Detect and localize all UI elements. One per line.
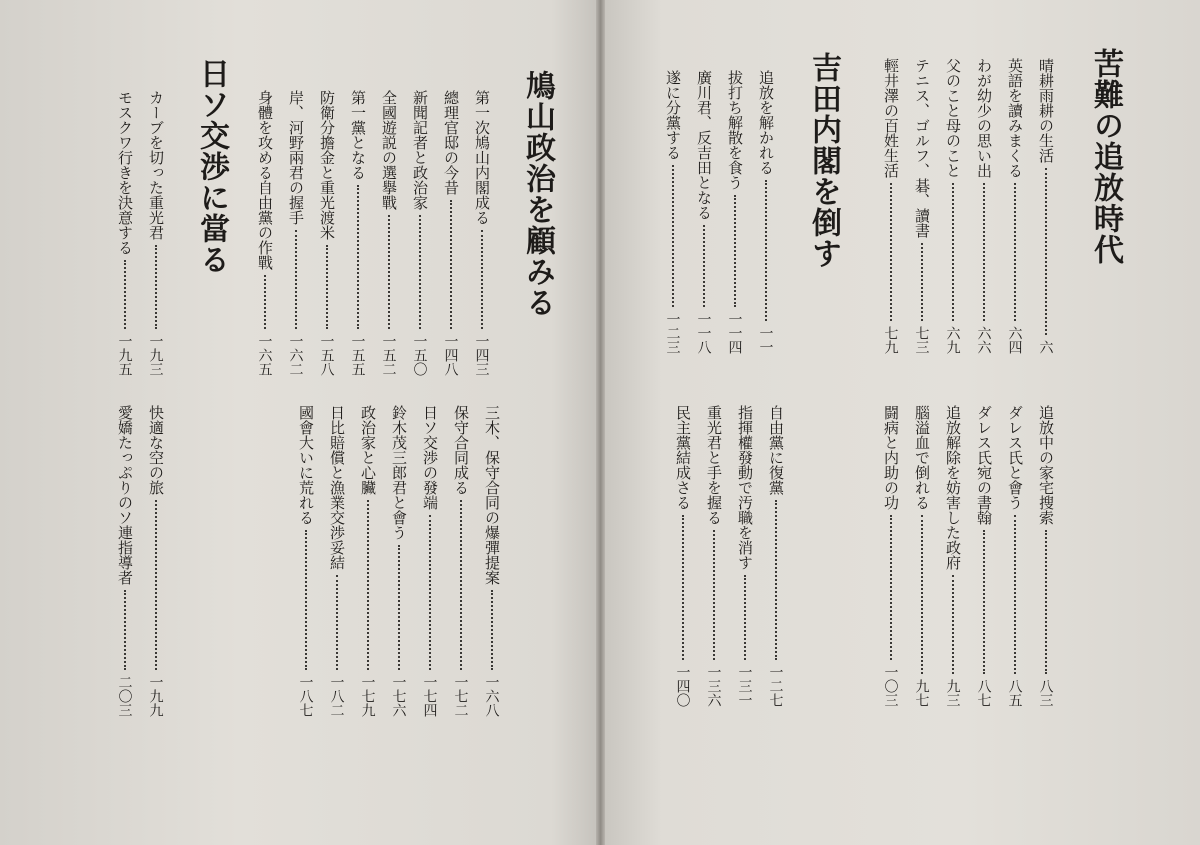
toc-entry	[768, 405, 783, 707]
page-number: 一五二	[380, 334, 397, 376]
page-number: 六九	[944, 326, 961, 354]
page-number: 八三	[1037, 679, 1054, 707]
leader-dots	[775, 500, 777, 660]
entry-title: 指揮權發動で汚職を消す	[736, 405, 754, 570]
entry-title: 鈴木茂三郎君と會う	[390, 405, 408, 540]
leader-dots	[682, 515, 684, 660]
toc-entry	[484, 405, 499, 717]
toc-entry	[391, 405, 406, 717]
entry-title: テニス、ゴルフ、碁、讀書	[913, 58, 931, 238]
page-number: 一〇三	[882, 665, 899, 707]
page-number: 一八二	[328, 675, 345, 717]
toc-entry	[675, 405, 690, 707]
entry-title: 民主黨結成さる	[674, 405, 692, 510]
entry-title: 防衛分擔金と重光渡米	[318, 90, 336, 240]
entry-title: 追放解除を妨害した政府	[944, 405, 962, 570]
leader-dots	[388, 215, 390, 329]
toc-entry	[1038, 405, 1053, 707]
toc-entry	[288, 90, 303, 376]
page-number: 九七	[913, 679, 930, 707]
toc-entry	[1007, 58, 1022, 354]
entry-title: 追放を解かれる	[757, 70, 775, 175]
page-number: 六四	[1006, 326, 1023, 354]
entry-title: 廣川君、反吉田となる	[695, 70, 713, 220]
page-number: 一七四	[421, 675, 438, 717]
toc-entry	[319, 90, 334, 376]
page-number: 一五五	[349, 334, 366, 376]
page-number: 八七	[975, 679, 992, 707]
entry-title: 自由黨に復黨	[767, 405, 785, 495]
leader-dots	[713, 530, 715, 660]
page-number: 一二三	[664, 312, 681, 354]
toc-entry	[474, 90, 489, 376]
toc-entry	[883, 58, 898, 354]
leader-dots	[398, 545, 400, 670]
page-number: 一一	[757, 326, 774, 354]
page-number: 六六	[975, 326, 992, 354]
toc-entry	[350, 90, 365, 376]
section-heading-yoshida: 吉田内閣を倒す	[806, 52, 841, 269]
toc-entry	[360, 405, 375, 717]
toc-entry	[329, 405, 344, 717]
entry-title: 三木、保守合同の爆彈提案	[483, 405, 501, 585]
entry-title: 晴耕雨耕の生活	[1037, 58, 1055, 163]
leader-dots	[367, 500, 369, 670]
toc-entry	[381, 90, 396, 376]
leader-dots	[890, 515, 892, 660]
toc-entry	[443, 90, 458, 376]
toc-entry	[976, 405, 991, 707]
toc-entry	[945, 405, 960, 707]
page-number: 一四〇	[674, 665, 691, 707]
entry-title: 新聞記者と政治家	[411, 90, 429, 210]
toc-entry	[148, 405, 163, 717]
leader-dots	[734, 195, 736, 307]
page-number: 一四八	[442, 334, 459, 376]
toc-entry	[914, 405, 929, 707]
leader-dots	[921, 515, 923, 674]
leader-dots	[765, 180, 767, 321]
leader-dots	[890, 183, 892, 321]
toc-entry	[914, 58, 929, 354]
page-number: 七三	[913, 326, 930, 354]
page-number: 六	[1037, 340, 1054, 354]
toc-entry	[1007, 405, 1022, 707]
page-number: 九三	[944, 679, 961, 707]
page-number: 一九九	[147, 675, 164, 717]
page-number: 一三六	[705, 665, 722, 707]
section-heading-kunan: 苦難の追放時代	[1088, 48, 1123, 265]
toc-entry	[298, 405, 313, 717]
toc-entry	[758, 70, 773, 354]
toc-entry	[257, 90, 272, 376]
toc-entry	[1038, 58, 1053, 354]
page-number: 八五	[1006, 679, 1023, 707]
page-number: 一九五	[116, 334, 133, 376]
leader-dots	[124, 590, 126, 670]
entry-title: 腦溢血で倒れる	[913, 405, 931, 510]
toc-entry	[117, 90, 132, 376]
leader-dots	[1014, 515, 1016, 674]
page-number: 一六八	[483, 675, 500, 717]
toc-entry	[453, 405, 468, 717]
toc-entry	[148, 90, 163, 376]
entry-title: 愛嬌たっぷりのソ連指導者	[116, 405, 134, 585]
leader-dots	[460, 500, 462, 670]
page-number: 一三一	[736, 665, 753, 707]
section-heading-nisso: 日ソ交渉に當る	[194, 58, 229, 275]
entry-title: 快適な空の旅	[147, 405, 165, 495]
leader-dots	[264, 275, 266, 329]
entry-title: 日ソ交渉の發端	[421, 405, 439, 510]
toc-entry	[117, 405, 132, 717]
leader-dots	[1014, 183, 1016, 321]
entry-title: 拔打ち解散を食う	[726, 70, 744, 190]
toc-entry	[422, 405, 437, 717]
entry-title: 政治家と心臟	[359, 405, 377, 495]
page-number: 一七九	[359, 675, 376, 717]
entry-title: ダレス氏宛の書翰	[975, 405, 993, 525]
entry-title: 第一次鳩山内閣成る	[473, 90, 491, 225]
leader-dots	[429, 515, 431, 670]
leader-dots	[703, 225, 705, 307]
page-number: 一六五	[256, 334, 273, 376]
page-number: 一五八	[318, 334, 335, 376]
entry-title: 岸、河野兩君の握手	[287, 90, 305, 225]
entry-title: 全國遊説の選擧戰	[380, 90, 398, 210]
leader-dots	[305, 530, 307, 670]
section-heading-hatoyama: 鳩山政治を顧みる	[520, 70, 555, 318]
page-number: 一七二	[452, 675, 469, 717]
leader-dots	[155, 245, 157, 329]
page-number: 一六二	[287, 334, 304, 376]
toc-entry	[727, 70, 742, 354]
page-number: 七九	[882, 326, 899, 354]
page-number: 一四三	[473, 334, 490, 376]
leader-dots	[1045, 530, 1047, 674]
leader-dots	[491, 590, 493, 670]
leader-dots	[481, 230, 483, 329]
leader-dots	[124, 260, 126, 329]
entry-title: 輕井澤の百姓生活	[882, 58, 900, 178]
page-number: 一二七	[767, 665, 784, 707]
page-number: 一九三	[147, 334, 164, 376]
entry-title: カーブを切った重光君	[147, 90, 165, 240]
leader-dots	[326, 245, 328, 329]
toc-entry	[412, 90, 427, 376]
leader-dots	[952, 183, 954, 321]
entry-title: 身體を攻める自由黨の作戰	[256, 90, 274, 270]
entry-title: 日比賠償と漁業交渉妥結	[328, 405, 346, 570]
page-number: 一七六	[390, 675, 407, 717]
leader-dots	[983, 530, 985, 674]
page-number: 二〇三	[116, 675, 133, 717]
leader-dots	[295, 230, 297, 329]
leader-dots	[744, 575, 746, 660]
toc-entry	[737, 405, 752, 707]
entry-title: ダレス氏と會う	[1006, 405, 1024, 510]
leader-dots	[921, 243, 923, 321]
leader-dots	[952, 575, 954, 674]
entry-title: 保守合同成る	[452, 405, 470, 495]
entry-title: 重光君と手を握る	[705, 405, 723, 525]
entry-title: 第一黨となる	[349, 90, 367, 180]
entry-title: モスクワ行きを決意する	[116, 90, 134, 255]
leader-dots	[419, 215, 421, 329]
page-number: 一一八	[695, 312, 712, 354]
entry-title: 父のこと母のこと	[944, 58, 962, 178]
leader-dots	[672, 165, 674, 307]
book-gutter	[596, 0, 605, 845]
page-number: 一一四	[726, 312, 743, 354]
toc-entry	[706, 405, 721, 707]
leader-dots	[983, 183, 985, 321]
leader-dots	[450, 200, 452, 329]
entry-title: 英語を讀みまくる	[1006, 58, 1024, 178]
entry-title: 追放中の家宅搜索	[1037, 405, 1055, 525]
toc-entry	[945, 58, 960, 354]
toc-entry	[883, 405, 898, 707]
entry-title: 闘病と内助の功	[882, 405, 900, 510]
leader-dots	[336, 575, 338, 670]
toc-entry	[696, 70, 711, 354]
entry-title: 總理官邸の今昔	[442, 90, 460, 195]
entry-title: わが幼少の思い出	[975, 58, 993, 178]
toc-entry	[665, 70, 680, 354]
page-number: 一八七	[297, 675, 314, 717]
leader-dots	[155, 500, 157, 670]
entry-title: 遂に分黨する	[664, 70, 682, 160]
page-number: 一五〇	[411, 334, 428, 376]
leader-dots	[1045, 168, 1047, 335]
entry-title: 國會大いに荒れる	[297, 405, 315, 525]
leader-dots	[357, 185, 359, 329]
toc-entry	[976, 58, 991, 354]
